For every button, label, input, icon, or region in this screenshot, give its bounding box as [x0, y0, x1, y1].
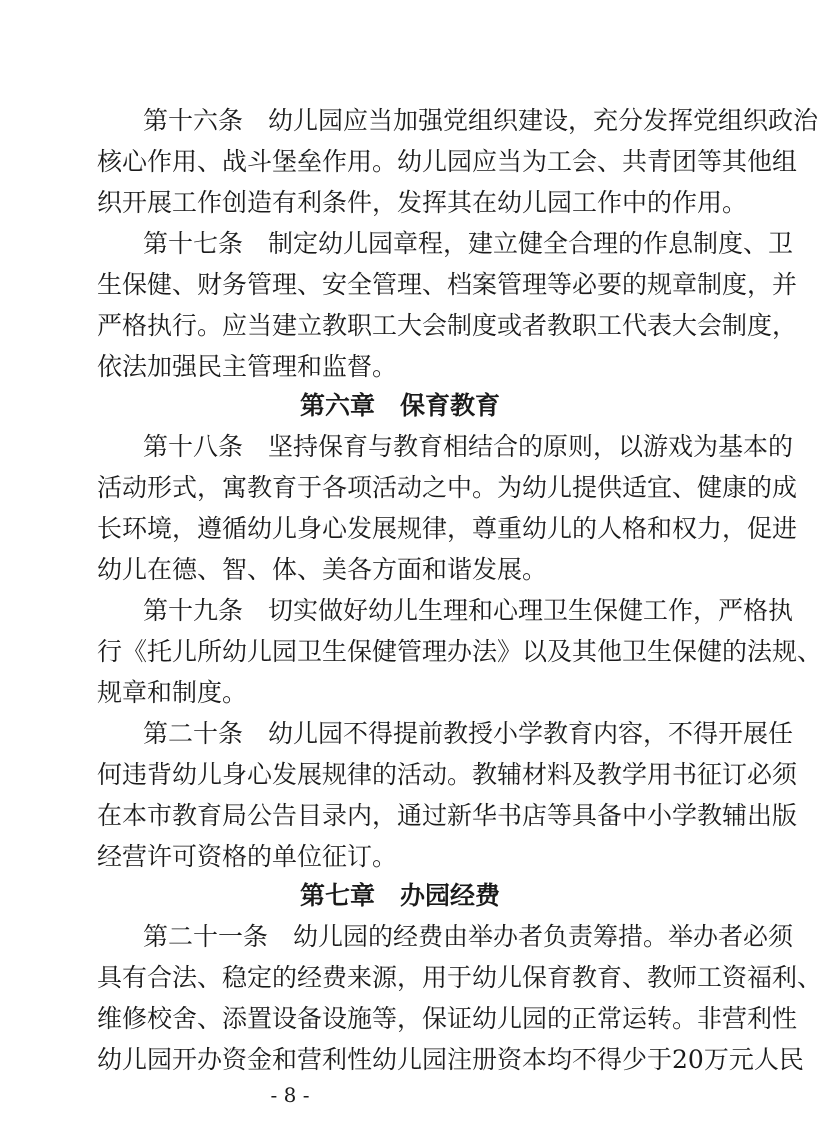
article-19-line-1: 第十九条 切实做好幼儿生理和心理卫生保健工作，严格执	[143, 596, 794, 625]
article-20-line-1: 第二十条 幼儿园不得提前教授小学教育内容，不得开展任	[143, 719, 794, 748]
chapter-7-heading: 第七章 办园经费	[299, 881, 500, 910]
chapter-6-heading: 第六章 保育教育	[299, 391, 500, 420]
article-20-line-3: 在本市教育局公告目录内，通过新华书店等具备中小学教辅出版	[97, 801, 798, 830]
article-16-line-2: 核心作用、战斗堡垒作用。幼儿园应当为工会、共青团等其他组	[97, 147, 798, 176]
article-18-line-1: 第十八条 坚持保育与教育相结合的原则，以游戏为基本的	[143, 432, 794, 461]
article-16-line-3: 织开展工作创造有利条件，发挥其在幼儿园工作中的作用。	[97, 188, 748, 217]
article-17-line-4: 依法加强民主管理和监督。	[97, 352, 398, 381]
article-21-line-4: 幼儿园开办资金和营利性幼儿园注册资本均不得少于20万元人民	[97, 1045, 804, 1074]
article-18-line-2: 活动形式，寓教育于各项活动之中。为幼儿提供适宜、健康的成	[97, 473, 798, 502]
article-18-line-3: 长环境，遵循幼儿身心发展规律，尊重幼儿的人格和权力，促进	[97, 514, 798, 543]
article-17-line-3: 严格执行。应当建立教职工大会制度或者教职工代表大会制度，	[97, 311, 798, 340]
article-17-line-1: 第十七条 制定幼儿园章程，建立健全合理的作息制度、卫	[143, 229, 794, 258]
article-21-line-3: 维修校舍、添置设备设施等，保证幼儿园的正常运转。非营利性	[97, 1004, 798, 1033]
article-20-line-4: 经营许可资格的单位征订。	[97, 842, 398, 871]
article-19-line-2: 行《托儿所幼儿园卫生保健管理办法》以及其他卫生保健的法规、	[97, 637, 822, 666]
article-21-line-1: 第二十一条 幼儿园的经费由举办者负责筹措。举办者必须	[143, 922, 794, 951]
article-19-line-3: 规章和制度。	[97, 678, 248, 707]
article-18-line-4: 幼儿在德、智、体、美各方面和谐发展。	[97, 555, 548, 584]
article-16-line-1: 第十六条 幼儿园应当加强党组织建设，充分发挥党组织政治	[143, 106, 819, 135]
page-number: - 8 -	[270, 1083, 310, 1107]
article-20-line-2: 何违背幼儿身心发展规律的活动。教辅材料及教学用书征订必须	[97, 760, 798, 789]
article-21-line-2: 具有合法、稳定的经费来源，用于幼儿保育教育、教师工资福利、	[97, 963, 822, 992]
article-17-line-2: 生保健、财务管理、安全管理、档案管理等必要的规章制度，并	[97, 270, 798, 299]
